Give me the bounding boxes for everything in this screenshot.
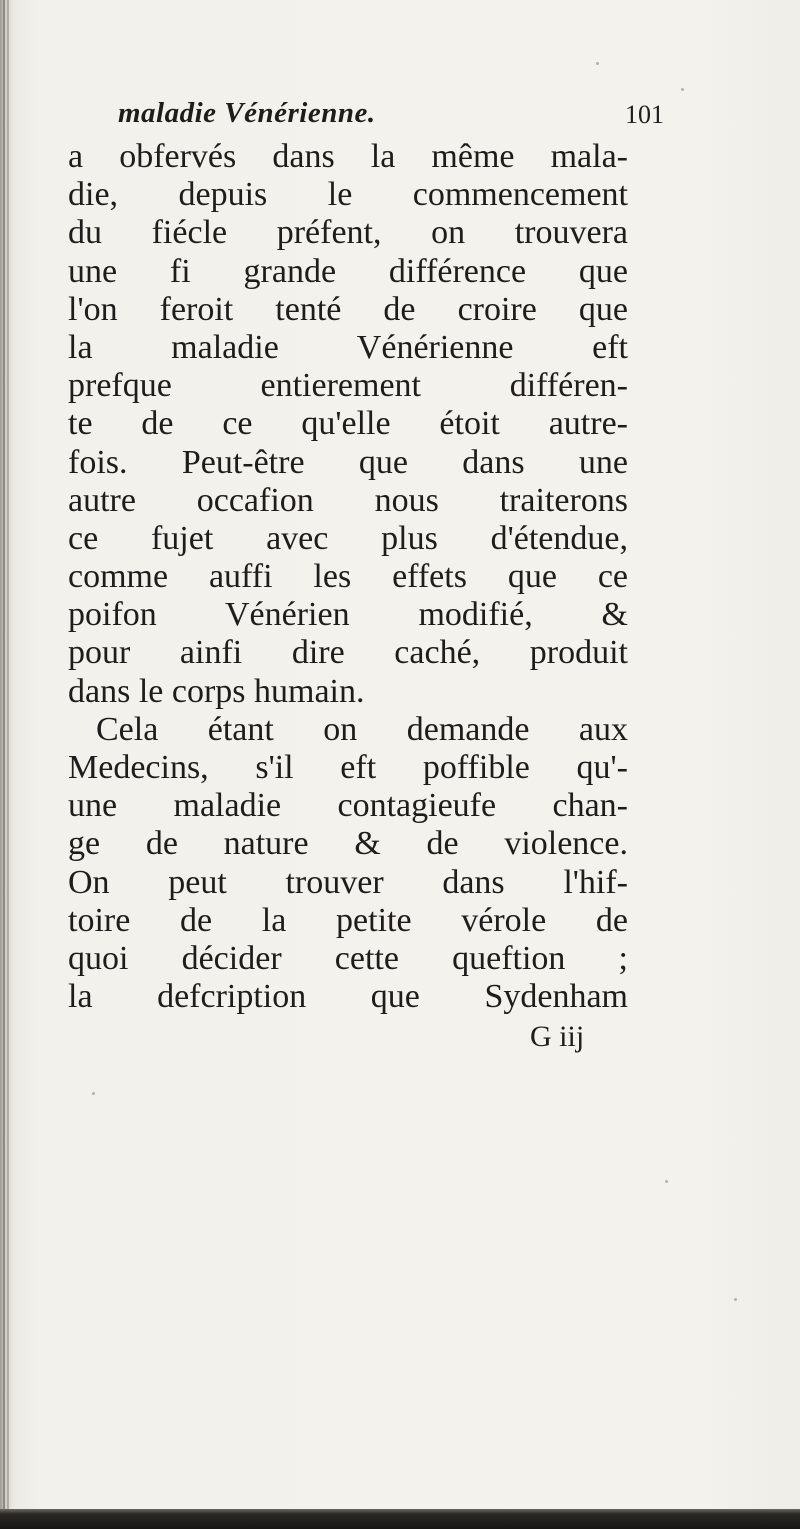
text-line: toire de la petite vérole de [68,901,628,939]
text-line: te de ce qu'elle étoit autre- [68,405,628,443]
text-line: poifon Vénérien modifié, & [68,596,628,634]
text-line: fois. Peut-être que dans une [68,443,628,481]
paper-speck [596,62,599,65]
body-text [68,138,628,1016]
text-line: du fiécle préfent, on trouvera [68,214,628,252]
text-line: ce fujet avec plus d'étendue, [68,519,628,557]
text-line: die, depuis le commencement [68,176,628,214]
text-line: On peut trouver dans l'hif- [68,863,628,901]
page-header [118,97,678,137]
text-line: quoi décider cette queftion ; [68,939,628,977]
text-line: l'on feroit tenté de croire que [68,290,628,328]
text-line: autre occafion nous traiterons [68,481,628,519]
spine-edge-line [3,0,5,1529]
text-line: la maladie Vénérienne eft [68,328,628,366]
text-line: prefque entierement différen- [68,367,628,405]
text-line: la defcription que Sydenham [68,978,628,1016]
text-line: comme auffi les effets que ce [68,558,628,596]
paper-speck [92,1092,95,1095]
text-line: a obfervés dans la même mala- [68,138,628,175]
paper-speck [734,1298,737,1301]
text-line: ge de nature & de violence. [68,825,628,863]
text-line: dans le corps humain. [68,672,365,710]
paper-speck [681,88,684,91]
text-line: Medecins, s'il eft poffible qu'- [68,749,628,786]
text-line: Cela étant on demande aux [96,710,628,748]
signature-mark: G iij [530,1020,585,1053]
text-line: pour ainfi dire caché, produit [68,634,628,672]
text-line: une fi grande différence que [68,252,628,290]
spine-edge-line [7,0,9,1529]
paper-speck [665,1180,668,1183]
text-line: une maladie contagieufe chan- [68,787,628,825]
running-title: maladie Vénérienne. [118,97,376,129]
bottom-edge-shadow [0,1509,800,1529]
page-number: 101 [625,100,664,129]
